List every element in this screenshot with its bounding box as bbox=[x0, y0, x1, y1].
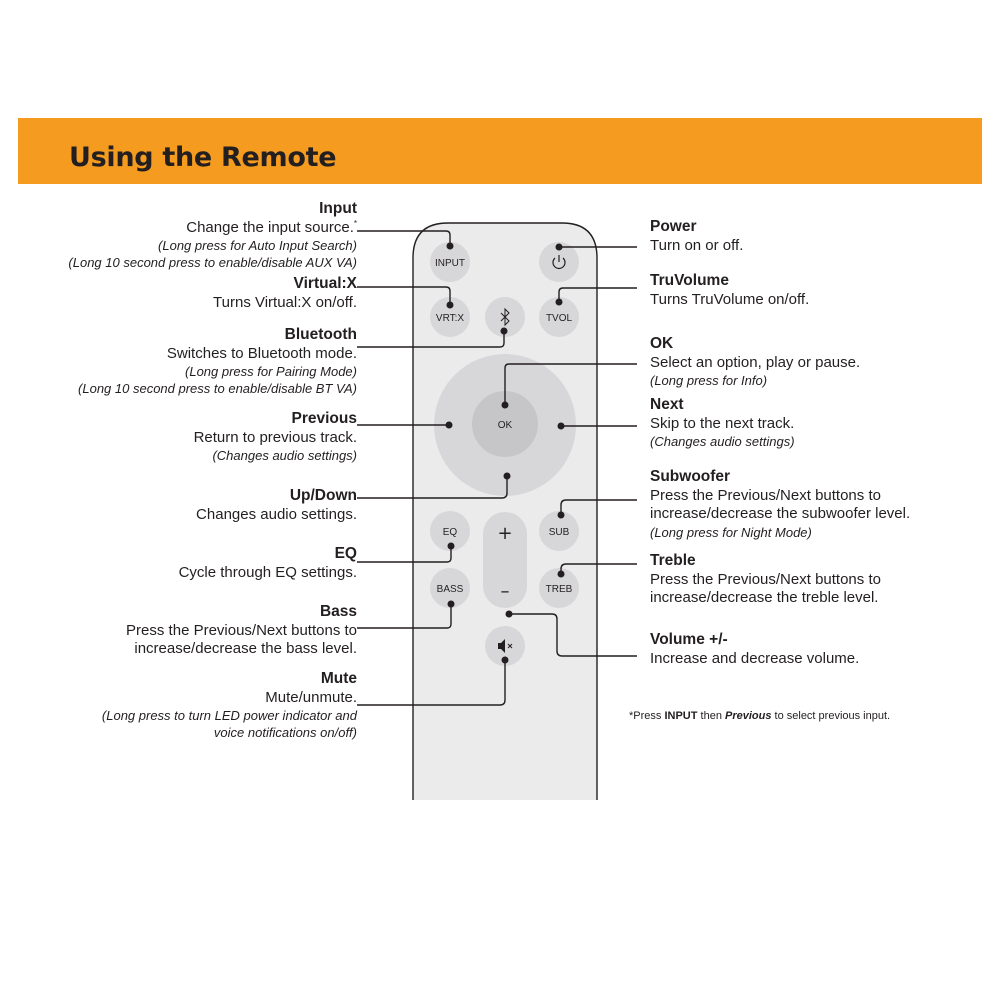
label-truvolume-title: TruVolume bbox=[650, 272, 729, 289]
label-next-title: Next bbox=[650, 396, 684, 413]
label-updown-title: Up/Down bbox=[289, 487, 357, 504]
label-input bbox=[68, 200, 357, 271]
label-power bbox=[650, 218, 743, 255]
label-mute bbox=[102, 670, 357, 741]
label-truvolume-desc: Turns TruVolume on/off. bbox=[650, 290, 810, 308]
label-ok-note1: (Long press for Info) bbox=[650, 373, 768, 388]
label-virtualx bbox=[213, 275, 357, 312]
label-virtualx-desc: Turns Virtual:X on/off. bbox=[213, 293, 357, 311]
label-subwoofer-note1: (Long press for Night Mode) bbox=[650, 524, 812, 540]
label-volume bbox=[650, 631, 859, 668]
label-eq bbox=[179, 545, 357, 582]
svg-text:VRT:X: VRT:X bbox=[435, 313, 465, 324]
svg-text:BASS: BASS bbox=[436, 584, 464, 595]
label-bluetooth bbox=[78, 326, 357, 397]
label-updown-desc: Changes audio settings. bbox=[196, 505, 357, 523]
label-input-note1: (Long press for Auto Input Search) bbox=[158, 238, 357, 253]
label-mute-note2: voice notifications on/off) bbox=[213, 725, 357, 740]
label-previous-desc: Return to previous track. bbox=[193, 428, 357, 446]
label-bluetooth-desc: Switches to Bluetooth mode. bbox=[166, 344, 357, 362]
label-updown bbox=[196, 487, 357, 524]
svg-text:TVOL: TVOL bbox=[545, 313, 573, 324]
label-subwoofer bbox=[650, 468, 910, 541]
label-mute-note1: (Long press to turn LED power indicator and bbox=[101, 708, 357, 723]
footnote bbox=[629, 710, 890, 722]
label-input-note2: (Long 10 second press to enable/disable AUX VA) bbox=[68, 255, 357, 270]
label-previous-note1: (Changes audio settings) bbox=[212, 448, 357, 463]
label-mute-desc: Mute/unmute. bbox=[265, 688, 357, 706]
label-eq-desc: Cycle through EQ settings. bbox=[178, 563, 357, 581]
svg-text:EQ: EQ bbox=[442, 527, 458, 538]
label-subwoofer-desc2: increase/decrease the subwoofer level. bbox=[650, 505, 911, 522]
svg-text:SUB: SUB bbox=[548, 527, 570, 538]
label-input-sup: * bbox=[353, 218, 357, 228]
label-subwoofer-title: Subwoofer bbox=[650, 468, 731, 485]
label-treble-desc1: Press the Previous/Next buttons to bbox=[650, 570, 881, 588]
footnote-prefix: *Press bbox=[629, 710, 665, 722]
label-volume-title: Volume +/- bbox=[650, 631, 728, 648]
svg-text:INPUT: INPUT bbox=[435, 258, 465, 269]
label-power-title: Power bbox=[650, 218, 697, 235]
label-bass-desc1: Press the Previous/Next buttons to bbox=[126, 621, 357, 639]
svg-text:OK: OK bbox=[497, 420, 513, 431]
label-treble bbox=[650, 552, 881, 608]
footnote-mid: then bbox=[697, 710, 725, 722]
svg-text:TREB: TREB bbox=[545, 584, 573, 595]
volume-minus-label: – bbox=[500, 581, 510, 602]
label-next bbox=[650, 396, 795, 450]
label-bass bbox=[126, 603, 357, 659]
label-next-note1: (Changes audio settings) bbox=[650, 434, 795, 449]
label-volume-desc: Increase and decrease volume. bbox=[650, 649, 860, 667]
label-bass-desc2: increase/decrease the bass level. bbox=[134, 640, 357, 657]
label-ok-desc: Select an option, play or pause. bbox=[650, 353, 861, 371]
label-mute-title: Mute bbox=[320, 670, 357, 687]
volume-rocker[interactable] bbox=[483, 512, 527, 608]
label-next-desc: Skip to the next track. bbox=[650, 414, 795, 432]
footnote-previous: Previous bbox=[725, 710, 772, 722]
label-truvolume bbox=[650, 272, 809, 309]
volume-plus-label: + bbox=[497, 523, 513, 544]
page-title: Using the Remote bbox=[69, 142, 337, 173]
footnote-suffix: to select previous input. bbox=[771, 710, 891, 722]
label-eq-title: EQ bbox=[334, 545, 357, 562]
label-bluetooth-note1: (Long press for Pairing Mode) bbox=[185, 364, 357, 379]
label-power-desc: Turn on or off. bbox=[650, 236, 744, 254]
label-bluetooth-title: Bluetooth bbox=[284, 326, 357, 343]
label-input-title: Input bbox=[319, 200, 357, 217]
label-treble-desc2: increase/decrease the treble level. bbox=[650, 589, 879, 606]
label-ok-title: OK bbox=[650, 335, 674, 352]
label-virtualx-title: Virtual:X bbox=[293, 275, 357, 292]
footnote-input: INPUT bbox=[664, 710, 698, 722]
label-previous bbox=[194, 410, 357, 464]
label-previous-title: Previous bbox=[291, 410, 357, 427]
label-subwoofer-desc1: Press the Previous/Next buttons to bbox=[650, 486, 881, 504]
label-ok bbox=[650, 335, 860, 389]
label-bass-title: Bass bbox=[319, 603, 357, 620]
label-input-desc: Change the input source. bbox=[186, 218, 354, 236]
label-bluetooth-note2: (Long 10 second press to enable/disable BT VA) bbox=[78, 381, 357, 396]
label-treble-title: Treble bbox=[650, 552, 696, 569]
